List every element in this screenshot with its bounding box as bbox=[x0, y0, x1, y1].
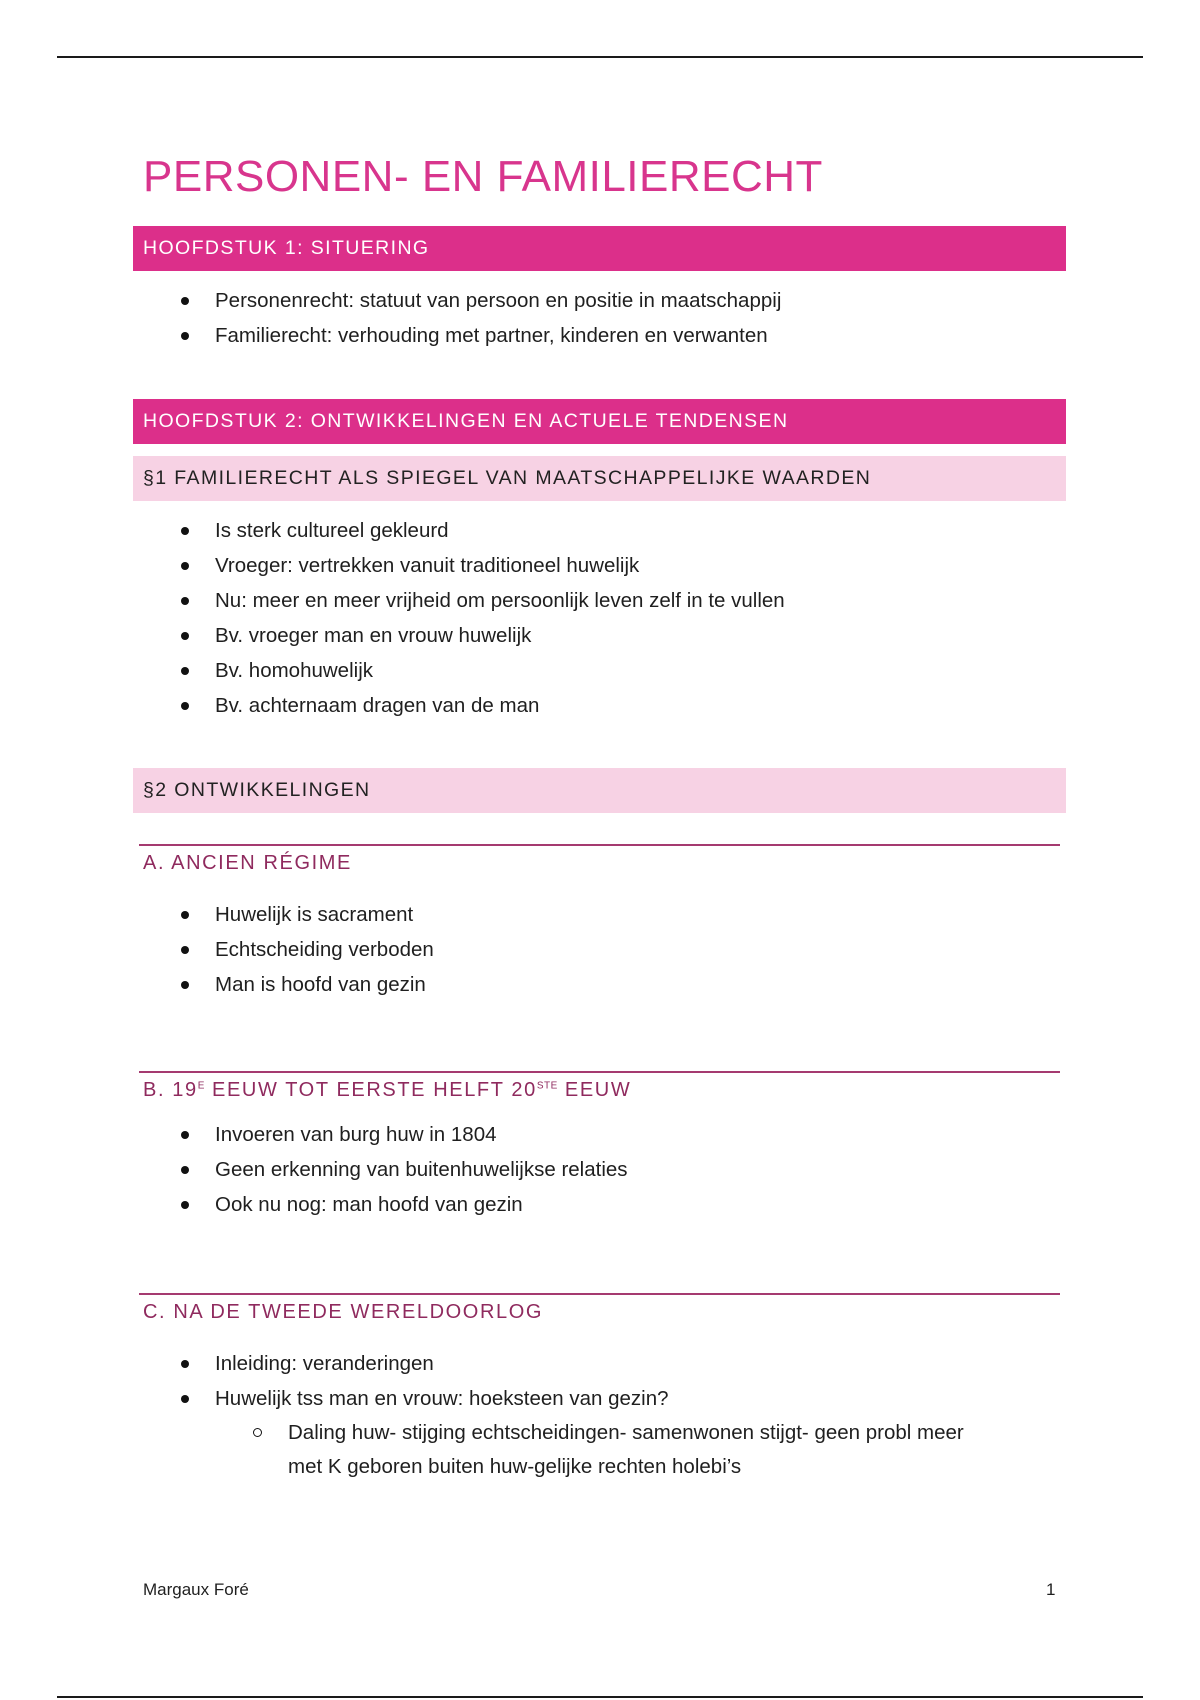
list-item: Nu: meer en meer vrijheid om persoonlijk leven zelf in te vullen bbox=[133, 583, 1066, 618]
list-item: Familierecht: verhouding met partner, kinderen en verwanten bbox=[133, 318, 1066, 353]
list-item: Man is hoofd van gezin bbox=[133, 967, 1066, 1002]
list-item: Ook nu nog: man hoofd van gezin bbox=[133, 1187, 1066, 1222]
circle-bullet-icon bbox=[253, 1428, 262, 1437]
bullet-icon bbox=[181, 1166, 189, 1174]
bullet-icon bbox=[181, 562, 189, 570]
subsection-c-sub-bullet-list bbox=[133, 1416, 1066, 1484]
bullet-icon bbox=[181, 527, 189, 535]
chapter-1-heading: HOOFDSTUK 1: SITUERING bbox=[133, 226, 1066, 271]
bullet-icon bbox=[181, 332, 189, 340]
subsection-a-bullet-list bbox=[133, 897, 1066, 1002]
document-title: PERSONEN- EN FAMILIERECHT bbox=[143, 152, 823, 201]
bullet-icon bbox=[181, 297, 189, 305]
bullet-icon bbox=[181, 1131, 189, 1139]
list-item: Daling huw- stijging echtscheidingen- samenwonen stijgt- geen probl meer met K geboren buiten huw-gelijke rechten holebi’s bbox=[133, 1416, 988, 1484]
page-content bbox=[133, 138, 1066, 1484]
list-item: Inleiding: veranderingen bbox=[133, 1346, 1066, 1381]
bullet-icon bbox=[181, 946, 189, 954]
list-item: Personenrecht: statuut van persoon en positie in maatschappij bbox=[133, 283, 1066, 318]
subsection-b-bullet-list bbox=[133, 1117, 1066, 1222]
list-item: Echtscheiding verboden bbox=[133, 932, 1066, 967]
section-1-heading: §1 FAMILIERECHT ALS SPIEGEL VAN MAATSCHAPPELIJKE WAARDEN bbox=[133, 456, 1066, 501]
bullet-icon bbox=[181, 597, 189, 605]
list-item: Geen erkenning van buitenhuwelijkse relaties bbox=[133, 1152, 1066, 1187]
bullet-icon bbox=[181, 1360, 189, 1368]
bullet-icon bbox=[181, 667, 189, 675]
list-item: Bv. homohuwelijk bbox=[133, 653, 1066, 688]
list-item: Huwelijk tss man en vrouw: hoeksteen van gezin? bbox=[133, 1381, 1066, 1416]
footer-author: Margaux Foré bbox=[143, 1580, 249, 1599]
chapter-1-bullet-list bbox=[133, 283, 1066, 353]
section-1-bullet-list bbox=[133, 513, 1066, 723]
subsection-a-heading: A. ANCIEN RÉGIME bbox=[139, 844, 1060, 886]
bullet-icon bbox=[181, 702, 189, 710]
subsection-b-heading: B. $19^E$ EEUW TOT EERSTE HELFT 20STE EEUW bbox=[139, 1071, 1060, 1113]
bullet-icon bbox=[181, 981, 189, 989]
bullet-icon bbox=[181, 1395, 189, 1403]
list-item: Bv. vroeger man en vrouw huwelijk bbox=[133, 618, 1066, 653]
list-item: Is sterk cultureel gekleurd bbox=[133, 513, 1066, 548]
section-2-heading: §2 ONTWIKKELINGEN bbox=[133, 768, 1066, 813]
footer-rule bbox=[57, 1696, 1143, 1698]
subsection-c-heading: C. NA DE TWEEDE WERELDOORLOG bbox=[139, 1293, 1060, 1335]
list-item: Huwelijk is sacrament bbox=[133, 897, 1066, 932]
chapter-2-heading: HOOFDSTUK 2: ONTWIKKELINGEN EN ACTUELE TENDENSEN bbox=[133, 399, 1066, 444]
header-rule bbox=[57, 56, 1143, 58]
list-item: Invoeren van burg huw in 1804 bbox=[133, 1117, 1066, 1152]
footer-page-number: 1 bbox=[1046, 1580, 1056, 1599]
subsection-c-bullet-list bbox=[133, 1346, 1066, 1416]
bullet-icon bbox=[181, 911, 189, 919]
list-item: Vroeger: vertrekken vanuit traditioneel huwelijk bbox=[133, 548, 1066, 583]
bullet-icon bbox=[181, 1201, 189, 1209]
bullet-icon bbox=[181, 632, 189, 640]
list-item: Bv. achternaam dragen van de man bbox=[133, 688, 1066, 723]
